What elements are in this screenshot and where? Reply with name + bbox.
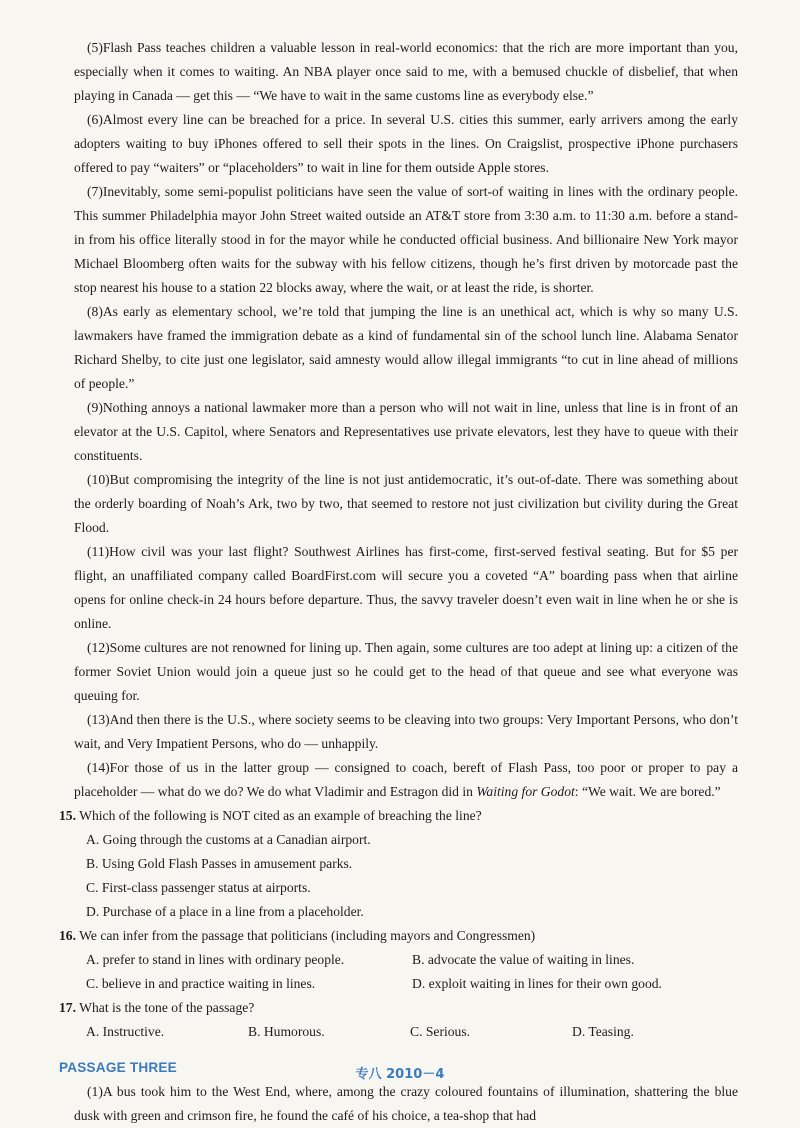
- question-16-option-d[interactable]: D. exploit waiting in lines for their own good.: [412, 976, 662, 991]
- paragraph-11: (11)How civil was your last flight? Southwest Airlines has first-come, first-served festival seating. But for $5 per flight, an unaffiliated company called BoardFirst.com will secure you a coveted “A” boarding pass when that airline opens for online check-in 24 hours before departure. Thus, the savvy traveler doesn’t even wait in line when he or she is online.: [74, 544, 738, 631]
- question-17-text: What is the tone of the passage?: [79, 1000, 255, 1015]
- paragraph-14-book-title: Waiting for Godot: [476, 784, 575, 799]
- paragraph-14-text-before: (14)For those of us in the latter group — consigned to coach, bereft of Flash Pass, too poor or proper to pay a placeholder — what do we do? We do what Vladimir and Estragon did in: [74, 760, 738, 799]
- question-15-number: 15.: [59, 808, 76, 823]
- question-16-number: 16.: [59, 928, 76, 943]
- paragraph-9: (9)Nothing annoys a national lawmaker more than a person who will not wait in line, unless that line is in front of an elevator at the U.S. Capitol, where Senators and Representatives use private elevators, lest they have to queue with their constituents.: [74, 400, 738, 463]
- question-16-text: We can infer from the passage that politicians (including mayors and Congressmen): [79, 928, 536, 943]
- paragraph-13: (13)And then there is the U.S., where society seems to be cleaving into two groups: Very Important Persons, who don’t wait, and Very Impatient Persons, who do — unhappily.: [74, 712, 738, 751]
- question-15-option-d[interactable]: D. Purchase of a place in a line from a placeholder.: [86, 904, 364, 919]
- question-15-text: Which of the following is NOT cited as an example of breaching the line?: [79, 808, 482, 823]
- paragraph-6: (6)Almost every line can be breached for a price. In several U.S. cities this summer, early arrivers among the early adopters waiting to buy iPhones offered to sell their spots in the lines. On Craigslist, prospective iPhone purchasers offered to pay “waiters” or “placeholders” to wait in line for them outside Apple stores.: [74, 112, 738, 175]
- question-15: [59, 804, 738, 828]
- question-17-option-b[interactable]: B. Humorous.: [248, 1024, 325, 1039]
- question-16-options-row-2: [74, 972, 738, 996]
- paragraph-12: (12)Some cultures are not renowned for lining up. Then again, some cultures are too adept at lining up: a citizen of the former Soviet Union would join a queue just so he could get to the head of that queue and see what everyone was queuing for.: [74, 640, 738, 703]
- question-16-option-a[interactable]: A. prefer to stand in lines with ordinary people.: [86, 952, 345, 967]
- paragraph-10: (10)But compromising the integrity of the line is not just antidemocratic, it’s out-of-date. There was something about the orderly boarding of Noah’s Ark, two by two, that seemed to restore not just civilization but civility during the Great Flood.: [74, 472, 738, 535]
- passage-three-header: PASSAGE THREE: [59, 1060, 177, 1075]
- paragraph-5: (5)Flash Pass teaches children a valuable lesson in real-world economics: that the rich are more important than you, especially when it comes to waiting. An NBA player once said to me, with a bemused chuckle of disbelief, that when playing in Canada — get this — “We have to wait in the same customs line as everybody else.”: [74, 40, 738, 103]
- question-15-option-a[interactable]: A. Going through the customs at a Canadian airport.: [86, 832, 371, 847]
- question-16: [59, 924, 738, 948]
- question-17-option-c[interactable]: C. Serious.: [410, 1024, 471, 1039]
- question-16-option-c[interactable]: C. believe in and practice waiting in lines.: [86, 976, 316, 991]
- exam-page: [59, 36, 738, 1128]
- passage-three-paragraph-1: (1)A bus took him to the West End, where, among the crazy coloured fountains of illumination, shattering the blue dusk with green and crimson fire, he found the café of his choice, a tea-shop that had: [74, 1084, 738, 1123]
- page-footer: 专八 2010－4: [355, 1067, 445, 1082]
- paragraph-8: (8)As early as elementary school, we’re told that jumping the line is an unethical act, which is why so many U.S. lawmakers have framed the immigration debate as a kind of fundamental sin of the school lunch line. Alabama Senator Richard Shelby, to cite just one legislator, said amnesty would allow illegal immigrants “to cut in line ahead of millions of people.”: [74, 304, 738, 391]
- paragraph-14: [74, 756, 738, 804]
- paragraph-14-text-after: : “We wait. We are bored.”: [574, 784, 721, 799]
- question-16-options-row-1: [74, 948, 738, 972]
- paragraph-7: (7)Inevitably, some semi-populist politicians have seen the value of sort-of waiting in lines with the ordinary people. This summer Philadelphia mayor John Street waited outside an AT&T store from 3:30 a.m. to 11:30 a.m. before a stand-in from his office literally stood in for the mayor while he conducted official business. And billionaire New York mayor Michael Bloomberg often waits for the subway with his fellow citizens, though he’s first driven by motorcade past the stop nearest his house to a station 22 blocks away, where the wait, or at least the ride, is shorter.: [74, 184, 738, 295]
- question-16-option-b[interactable]: B. advocate the value of waiting in lines.: [412, 952, 635, 967]
- question-15-option-b[interactable]: B. Using Gold Flash Passes in amusement parks.: [86, 856, 353, 871]
- question-17: [59, 996, 738, 1020]
- question-17-option-a[interactable]: A. Instructive.: [86, 1024, 165, 1039]
- question-17-option-d[interactable]: D. Teasing.: [572, 1024, 634, 1039]
- question-15-option-c[interactable]: C. First-class passenger status at airports.: [86, 880, 311, 895]
- question-17-number: 17.: [59, 1000, 76, 1015]
- question-17-options-row: [74, 1020, 738, 1044]
